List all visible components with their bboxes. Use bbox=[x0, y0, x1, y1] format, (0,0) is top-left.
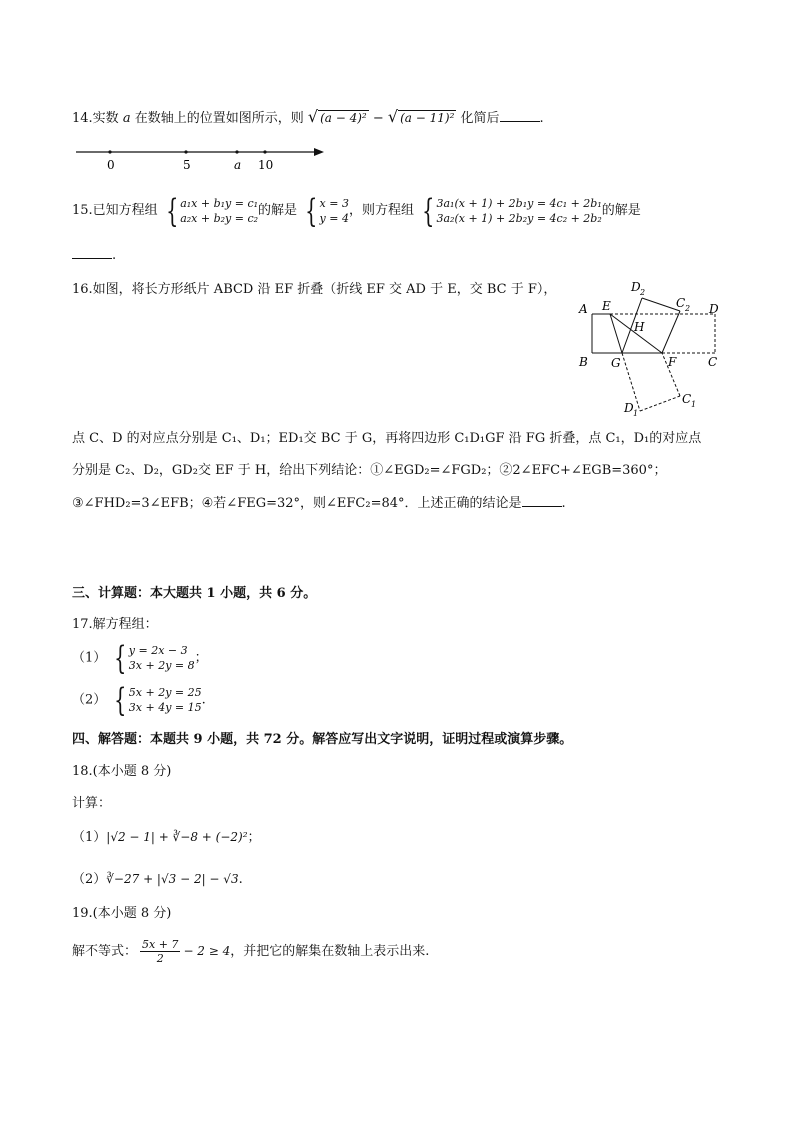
q18-p2-expr: ∛−27 + |√3 − 2| − √3 bbox=[106, 872, 239, 886]
q18-p1-end: ； bbox=[247, 830, 261, 845]
q18-part2 bbox=[72, 870, 243, 889]
q16-line3: 分别是 C₂、D₂，GD₂交 EF 于 H，给出下列结论：①∠EGD₂=∠FGD₂；②2∠EFC+∠EGB=360°； bbox=[72, 463, 667, 478]
q15-sys1-eq2: a₂x + b₂y = c₂ bbox=[180, 211, 259, 225]
q14-expr2: (a − 11)² bbox=[400, 111, 455, 125]
q15-suffix: 的解是 bbox=[601, 203, 641, 218]
q16-line2: 点 C、D 的对应点分别是 C₁、D₁；ED₁交 BC 于 G，再将四边形 C₁D₁GF 沿 FG 折叠，点 C₁，D₁的对应点 bbox=[72, 431, 702, 446]
q19-rest: − 2 ≥ 4 bbox=[183, 944, 231, 958]
label-C: C bbox=[708, 355, 718, 369]
q14-text bbox=[72, 108, 544, 128]
q16-line1: 16.如图，将长方形纸片 ABCD 沿 EF 折叠（折线 EF 交 AD 于 E，交 BC 于 F）， bbox=[72, 282, 557, 297]
q19-fraction bbox=[140, 938, 180, 965]
label-E: E bbox=[602, 299, 611, 313]
label-F: F bbox=[668, 355, 677, 369]
q14-end: . bbox=[539, 111, 544, 126]
q18-p1-label: （1） bbox=[72, 830, 107, 845]
q18-p2-end: . bbox=[238, 872, 243, 887]
q14-mid: 在数轴上的位置如图所示，则 bbox=[130, 111, 304, 126]
q18-p1-expr: |√2 − 1| + ∛−8 + (−2)² bbox=[106, 830, 248, 844]
tick-10 bbox=[263, 150, 266, 153]
label-5: 5 bbox=[183, 158, 191, 172]
label-C2: C bbox=[676, 296, 686, 310]
q14-prefix: 14.实数 bbox=[72, 111, 123, 126]
segment-D2C2 bbox=[642, 298, 680, 311]
label-10: 10 bbox=[258, 158, 274, 172]
q19-suffix: ，并把它的解集在数轴上表示出来. bbox=[230, 944, 430, 959]
segment-EG bbox=[610, 314, 622, 353]
q15-prefix: 15.已知方程组 bbox=[72, 203, 158, 218]
section3-title: 三、计算题：本大题共 1 小题，共 6 分。 bbox=[72, 586, 317, 601]
q15-text bbox=[72, 191, 641, 230]
q16-line4-wrap bbox=[72, 494, 566, 513]
tick-5 bbox=[184, 150, 187, 153]
q15-answer-blank[interactable] bbox=[72, 246, 112, 259]
q15-sol-x: x = 3 bbox=[319, 196, 349, 210]
q16-answer-blank[interactable] bbox=[522, 494, 562, 507]
q15-end: . bbox=[112, 248, 117, 263]
q15-sol-y: y = 4 bbox=[319, 211, 349, 225]
label-A: A bbox=[579, 302, 588, 316]
label-D2: D bbox=[631, 280, 641, 294]
label-C2-sub: 2 bbox=[685, 304, 691, 313]
label-a: a bbox=[234, 158, 242, 172]
q17-title: 17.解方程组： bbox=[72, 617, 158, 632]
q14-minus: − bbox=[368, 111, 388, 126]
q15-system2: { 3a₁(x + 1) + 2b₁y = 4c₁ + 2b₁ 3a₂(x + 1) + 2b₂y = 4c₂ + 2b₂ bbox=[422, 191, 602, 230]
q15-answer-line bbox=[72, 246, 116, 265]
q17-part2 bbox=[72, 681, 206, 719]
q17-p2-label: （2） bbox=[72, 692, 107, 708]
label-B: B bbox=[579, 355, 588, 369]
q19-title: 19.(本小题 8 分) bbox=[72, 906, 172, 921]
q17-part1 bbox=[72, 639, 208, 677]
q19-frac-num: 5x + 7 bbox=[142, 938, 179, 951]
label-C1-sub: 1 bbox=[691, 400, 697, 409]
label-D: D bbox=[709, 302, 719, 316]
q16-end: . bbox=[561, 496, 566, 511]
q14-suffix: 化简后 bbox=[456, 111, 500, 126]
label-0: 0 bbox=[107, 158, 115, 172]
q19-frac-den: 2 bbox=[156, 952, 164, 965]
q17-p2-eq1: 5x + 2y = 25 bbox=[128, 686, 202, 699]
segment-C2F bbox=[662, 311, 680, 353]
section4-title: 四、解答题：本题共 9 小题，共 72 分。解答应写出文字说明，证明过程或演算步骤。 bbox=[72, 732, 573, 747]
label-H: H bbox=[634, 320, 645, 334]
label-D1: D bbox=[624, 401, 634, 415]
q15-sys2-eq2: 3a₂(x + 1) + 2b₂y = 4c₂ + 2b₂ bbox=[436, 211, 602, 225]
q17-p1-end: ； bbox=[194, 650, 208, 666]
q17-p1-eq1: y = 2x − 3 bbox=[128, 644, 188, 657]
q14-var-a: a bbox=[122, 111, 131, 126]
q19-body bbox=[72, 936, 429, 967]
tick-0 bbox=[108, 150, 111, 153]
label-D1-sub: 1 bbox=[633, 409, 639, 418]
q15-mid1: 的解是 bbox=[258, 203, 298, 218]
q14-number-line bbox=[72, 142, 332, 172]
label-C1: C bbox=[682, 392, 692, 406]
q17-p1-eq2: 3x + 2y = 8 bbox=[128, 659, 195, 672]
q15-sys1-eq1: a₁x + b₁y = c₁ bbox=[180, 196, 259, 210]
q14-sqrt2: √ (a − 11)² bbox=[387, 107, 455, 126]
q16-folding-figure bbox=[572, 276, 732, 421]
q18-sub: 计算： bbox=[72, 796, 112, 811]
q16-line4: ③∠FHD₂=3∠EFB；④若∠FEG=32°，则∠EFC₂=84°．上述正确的结论是 bbox=[72, 496, 522, 511]
tick-a bbox=[235, 150, 238, 153]
q15-sys2-eq1: 3a₁(x + 1) + 2b₁y = 4c₁ + 2b₁ bbox=[436, 196, 602, 210]
q15-solution: { x = 3 y = 4 bbox=[305, 191, 349, 230]
q15-system1: { a₁x + b₁y = c₁ a₂x + b₂y = c₂ bbox=[165, 191, 259, 230]
label-G: G bbox=[611, 356, 621, 370]
q17-p1-system: { y = 2x − 3 3x + 2y = 8 bbox=[114, 639, 195, 677]
q17-p2-end: . bbox=[201, 692, 206, 708]
q18-p2-label: （2） bbox=[72, 872, 107, 887]
q14-expr1: (a − 4)² bbox=[320, 111, 367, 125]
q18-part1 bbox=[72, 828, 261, 847]
number-line-arrow-icon bbox=[314, 148, 324, 156]
q17-p2-system: { 5x + 2y = 25 3x + 4y = 15 bbox=[114, 681, 202, 719]
q14-sqrt1: √ (a − 4)² bbox=[307, 107, 367, 126]
q15-mid2: ，则方程组 bbox=[348, 203, 414, 218]
q17-p1-label: （1） bbox=[72, 650, 107, 666]
q18-title: 18.(本小题 8 分) bbox=[72, 764, 172, 779]
q19-prefix: 解不等式： bbox=[72, 944, 138, 959]
q17-p2-eq2: 3x + 4y = 15 bbox=[128, 701, 202, 714]
segment-D1C1-dashed bbox=[640, 396, 680, 411]
q14-answer-blank[interactable] bbox=[500, 109, 540, 122]
label-D2-sub: 2 bbox=[640, 288, 646, 297]
